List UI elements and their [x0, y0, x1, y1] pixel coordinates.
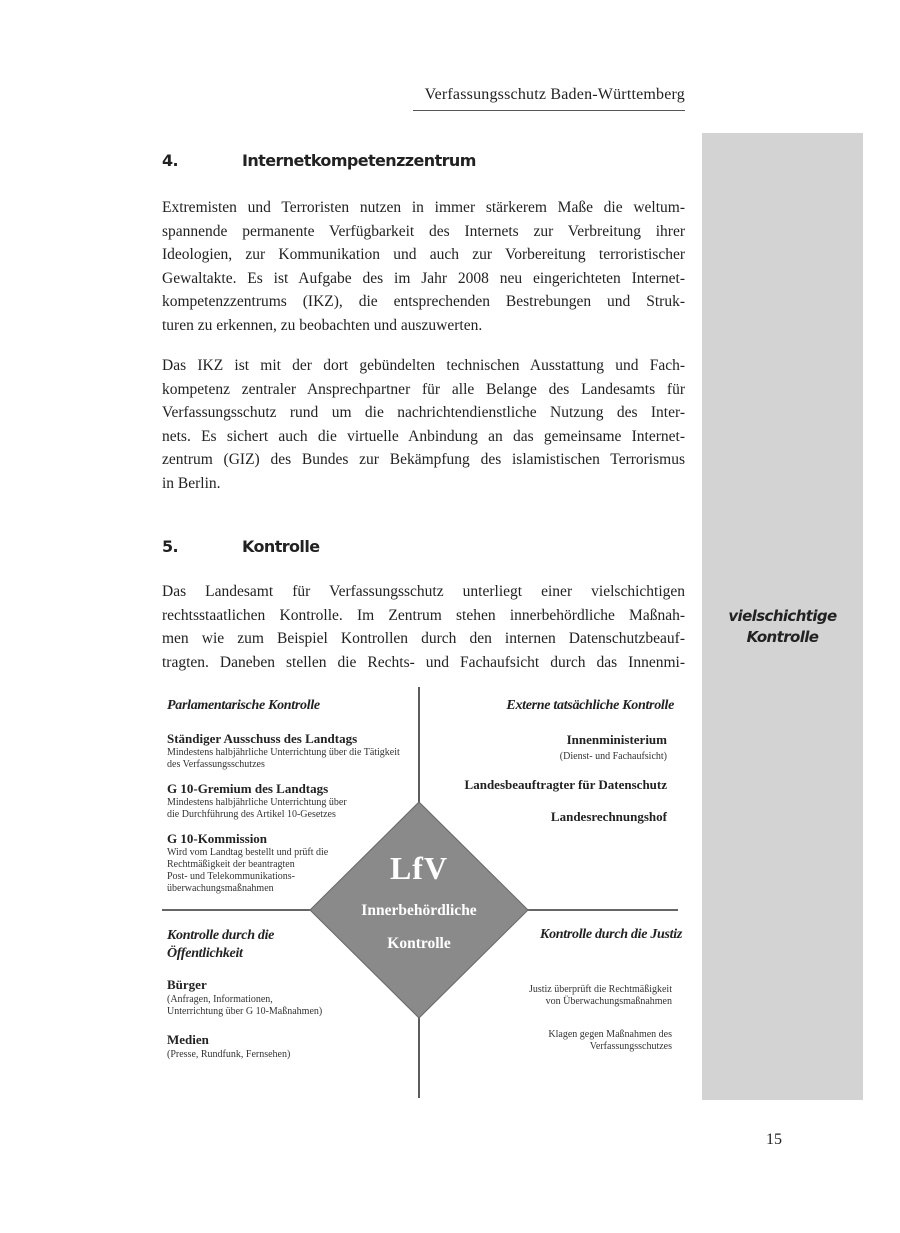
margin-note-line: Kontrolle: [746, 628, 819, 646]
item-title: G 10-Kommission: [167, 831, 268, 846]
item-desc: [167, 847, 328, 895]
title-line: Kontrolle durch die: [167, 928, 275, 943]
desc-line: überwachungsmaßnahmen: [167, 883, 274, 894]
text-line: Das Landesamt für Verfassungsschutz unterliegt einer vielschichtigen: [162, 583, 685, 600]
desc-line: Klagen gegen Maßnahmen des: [548, 1029, 672, 1040]
text-line: Ideologien, zur Kommunikation und auch zur Vorbereitung terroristischer: [162, 246, 685, 264]
text-line: tragten. Daneben stellen die Rechts- und Fachaufsicht durch das Innenmi-: [162, 653, 685, 671]
text-line: nets. Es sichert auch die virtuelle Anbindung an das gemeinsame Internet-: [162, 427, 685, 445]
center-line-2: Kontrolle: [387, 935, 451, 952]
text-line: kompetenzzentrums (IKZ), die entsprechenden Bestrebungen und Struk-: [162, 293, 685, 311]
text-line: rechtsstaatlichen Kontrolle. Im Zentrum stehen innerbehördliche Maßnah-: [162, 606, 685, 624]
text-line: Extremisten und Terroristen nutzen in immer stärkerem Maße die weltum-: [162, 199, 685, 216]
item-title: Landesbeauftragter für Datenschutz: [464, 777, 667, 792]
desc-line: des Verfassungsschutzes: [167, 759, 265, 770]
desc-line: Wird vom Landtag bestellt und prüft die: [167, 847, 329, 858]
item-title: Landesrechnungshof: [550, 809, 667, 824]
desc-line: Mindestens halbjährliche Unterrichtung über: [167, 797, 347, 808]
desc-line: die Durchführung des Artikel 10-Gesetzes: [167, 809, 336, 820]
item-title: G 10-Gremium des Landtags: [167, 781, 329, 796]
page-number: 15: [766, 1131, 782, 1148]
item-desc: [167, 994, 322, 1018]
quadrant-title-external: Externe tatsächliche Kontrolle: [506, 698, 674, 713]
item-desc: [167, 747, 400, 771]
quadrant-title-parliamentary: Parlamentarische Kontrolle: [167, 698, 320, 713]
desc-line: Verfassungsschutzes: [589, 1041, 672, 1052]
text-line: Gewaltakte. Es ist Aufgabe des im Jahr 2008 neu eingerichteten Internet-: [162, 269, 685, 287]
item-title: Bürger: [167, 977, 207, 992]
section-title: Kontrolle: [242, 537, 320, 556]
center-line-1: Innerbehördliche: [361, 902, 477, 919]
text-line: turen zu erkennen, zu beobachten und auszuwerten.: [162, 316, 483, 334]
text-line: zentrum (GIZ) des Bundes zur Bekämpfung des islamistischen Terrorismus: [162, 451, 685, 469]
text-line: kompetenz zentraler Ansprechpartner für alle Belange des Landesamts für: [162, 380, 685, 398]
desc-line: Justiz überprüft die Rechtmäßigkeit: [528, 984, 672, 995]
item-title: Innenministerium: [566, 732, 667, 747]
item-title: Medien: [167, 1032, 209, 1047]
title-line: Öffentlichkeit: [167, 946, 243, 961]
quadrant-title-justice: Kontrolle durch die Justiz: [540, 927, 682, 942]
desc-line: (Anfragen, Informationen,: [167, 994, 273, 1005]
desc-line: Mindestens halbjährliche Unterrichtung über die Tätigkeit: [167, 747, 400, 758]
desc-line: Post- und Telekommunikations-: [167, 871, 295, 882]
item-desc: [440, 984, 672, 1008]
section-title: Internetkompetenzzentrum: [242, 151, 476, 170]
section-number: 5.: [162, 537, 179, 556]
lfv-label: LfV: [389, 850, 449, 886]
text-line: spannende permanente Verfügbarkeit des Internets zur Verbreitung ihrer: [162, 222, 685, 240]
text-line: Das IKZ ist mit der dort gebündelten technischen Ausstattung und Fach-: [162, 357, 685, 374]
desc-line: Unterrichtung über G 10-Maßnahmen): [167, 1006, 323, 1017]
text-line: men wie zum Beispiel Kontrollen durch den internen Datenschutzbeauf-: [162, 630, 685, 648]
item-desc: (Dienst- und Fachaufsicht): [559, 751, 667, 762]
item-title: Ständiger Ausschuss des Landtags: [167, 731, 358, 746]
item-desc: (Presse, Rundfunk, Fernsehen): [167, 1049, 291, 1060]
section-number: 4.: [162, 151, 179, 170]
desc-line: Rechtmäßigkeit der beantragten: [167, 859, 295, 870]
text-line: in Berlin.: [162, 474, 221, 492]
quadrant-title-public: [167, 927, 274, 963]
running-header: Verfassungsschutz Baden-Württemberg: [424, 86, 685, 103]
desc-line: von Überwachungsmaßnahmen: [545, 996, 672, 1007]
item-desc: [167, 797, 347, 821]
item-desc: [440, 1029, 672, 1053]
margin-note-line: vielschichtige: [728, 607, 837, 625]
text-line: Verfassungsschutz rund um die nachrichtendienstliche Nutzung des Inter-: [162, 404, 685, 422]
